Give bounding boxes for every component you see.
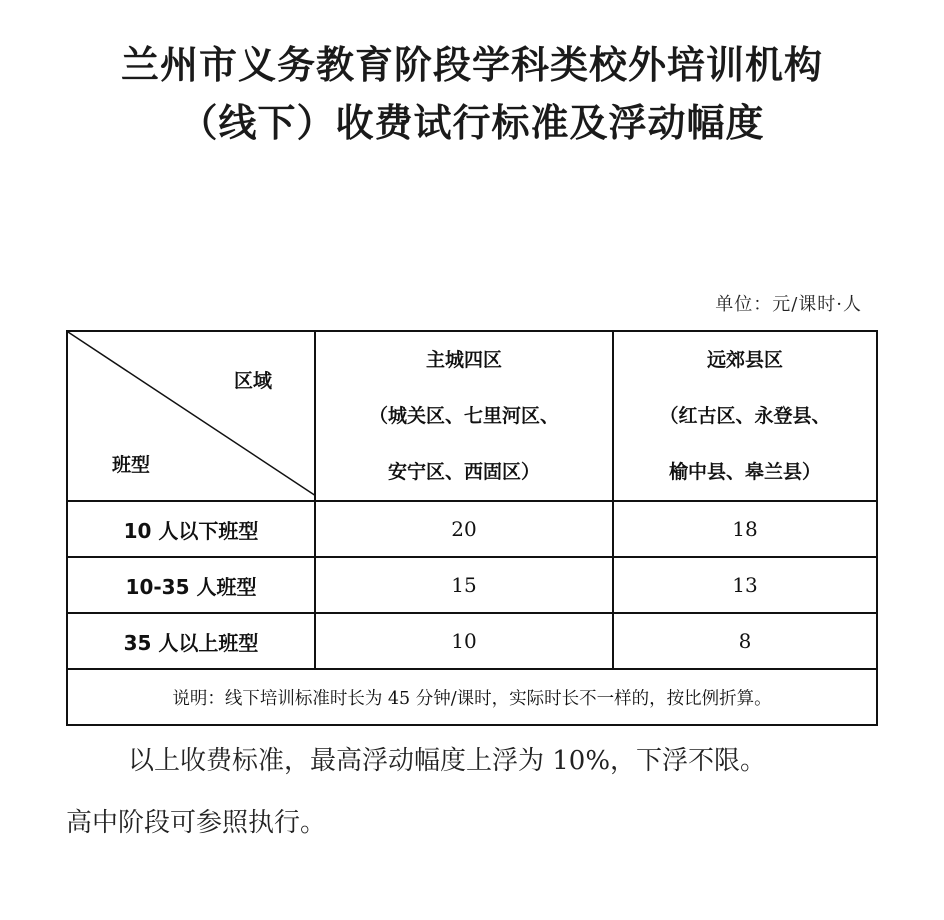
table-note-row <box>67 669 877 725</box>
price-cell: 18 <box>613 501 877 557</box>
table-row <box>67 557 877 613</box>
document-title-line-1: 兰州市义务教育阶段学科类校外培训机构 <box>120 43 823 87</box>
column-header-main-city <box>315 331 613 501</box>
diagonal-header-cell <box>67 331 315 501</box>
column-header-suburban <box>613 331 877 501</box>
column-header-name: 主城四区 <box>425 349 502 371</box>
column-header-name: 远郊县区 <box>706 349 783 371</box>
row-label: 10 人以下班型 <box>67 501 315 557</box>
region-axis-label: 区域 <box>234 370 273 392</box>
table-header-row <box>67 331 877 501</box>
table-row <box>67 613 877 669</box>
table-note: 说明：线下培训标准时长为 45 分钟/课时，实际时长不一样的，按比例折算。 <box>67 669 877 725</box>
body-paragraph-line-1: 以上收费标准，最高浮动幅度上浮为 10%，下浮不限。 <box>128 746 767 776</box>
price-cell: 20 <box>315 501 613 557</box>
row-label: 10-35 人班型 <box>67 557 315 613</box>
column-header-districts: 安宁区、西固区） <box>387 461 540 483</box>
price-cell: 8 <box>613 613 877 669</box>
column-header-districts: （红古区、永登县、 <box>659 405 831 427</box>
column-header-districts: 榆中县、皋兰县） <box>668 461 821 483</box>
diagonal-line <box>68 332 316 496</box>
body-paragraph-line-2: 高中阶段可参照执行。 <box>66 808 327 838</box>
price-cell: 10 <box>315 613 613 669</box>
table-row <box>67 501 877 557</box>
row-label: 35 人以上班型 <box>67 613 315 669</box>
column-header-districts: （城关区、七里河区、 <box>368 405 559 427</box>
class-type-axis-label: 班型 <box>112 454 151 476</box>
price-cell: 13 <box>613 557 877 613</box>
unit-label: 单位：元/课时·人 <box>715 294 862 315</box>
price-cell: 15 <box>315 557 613 613</box>
fee-standard-table <box>66 330 878 726</box>
document-title-line-2: （线下）收费试行标准及浮动幅度 <box>179 101 765 145</box>
